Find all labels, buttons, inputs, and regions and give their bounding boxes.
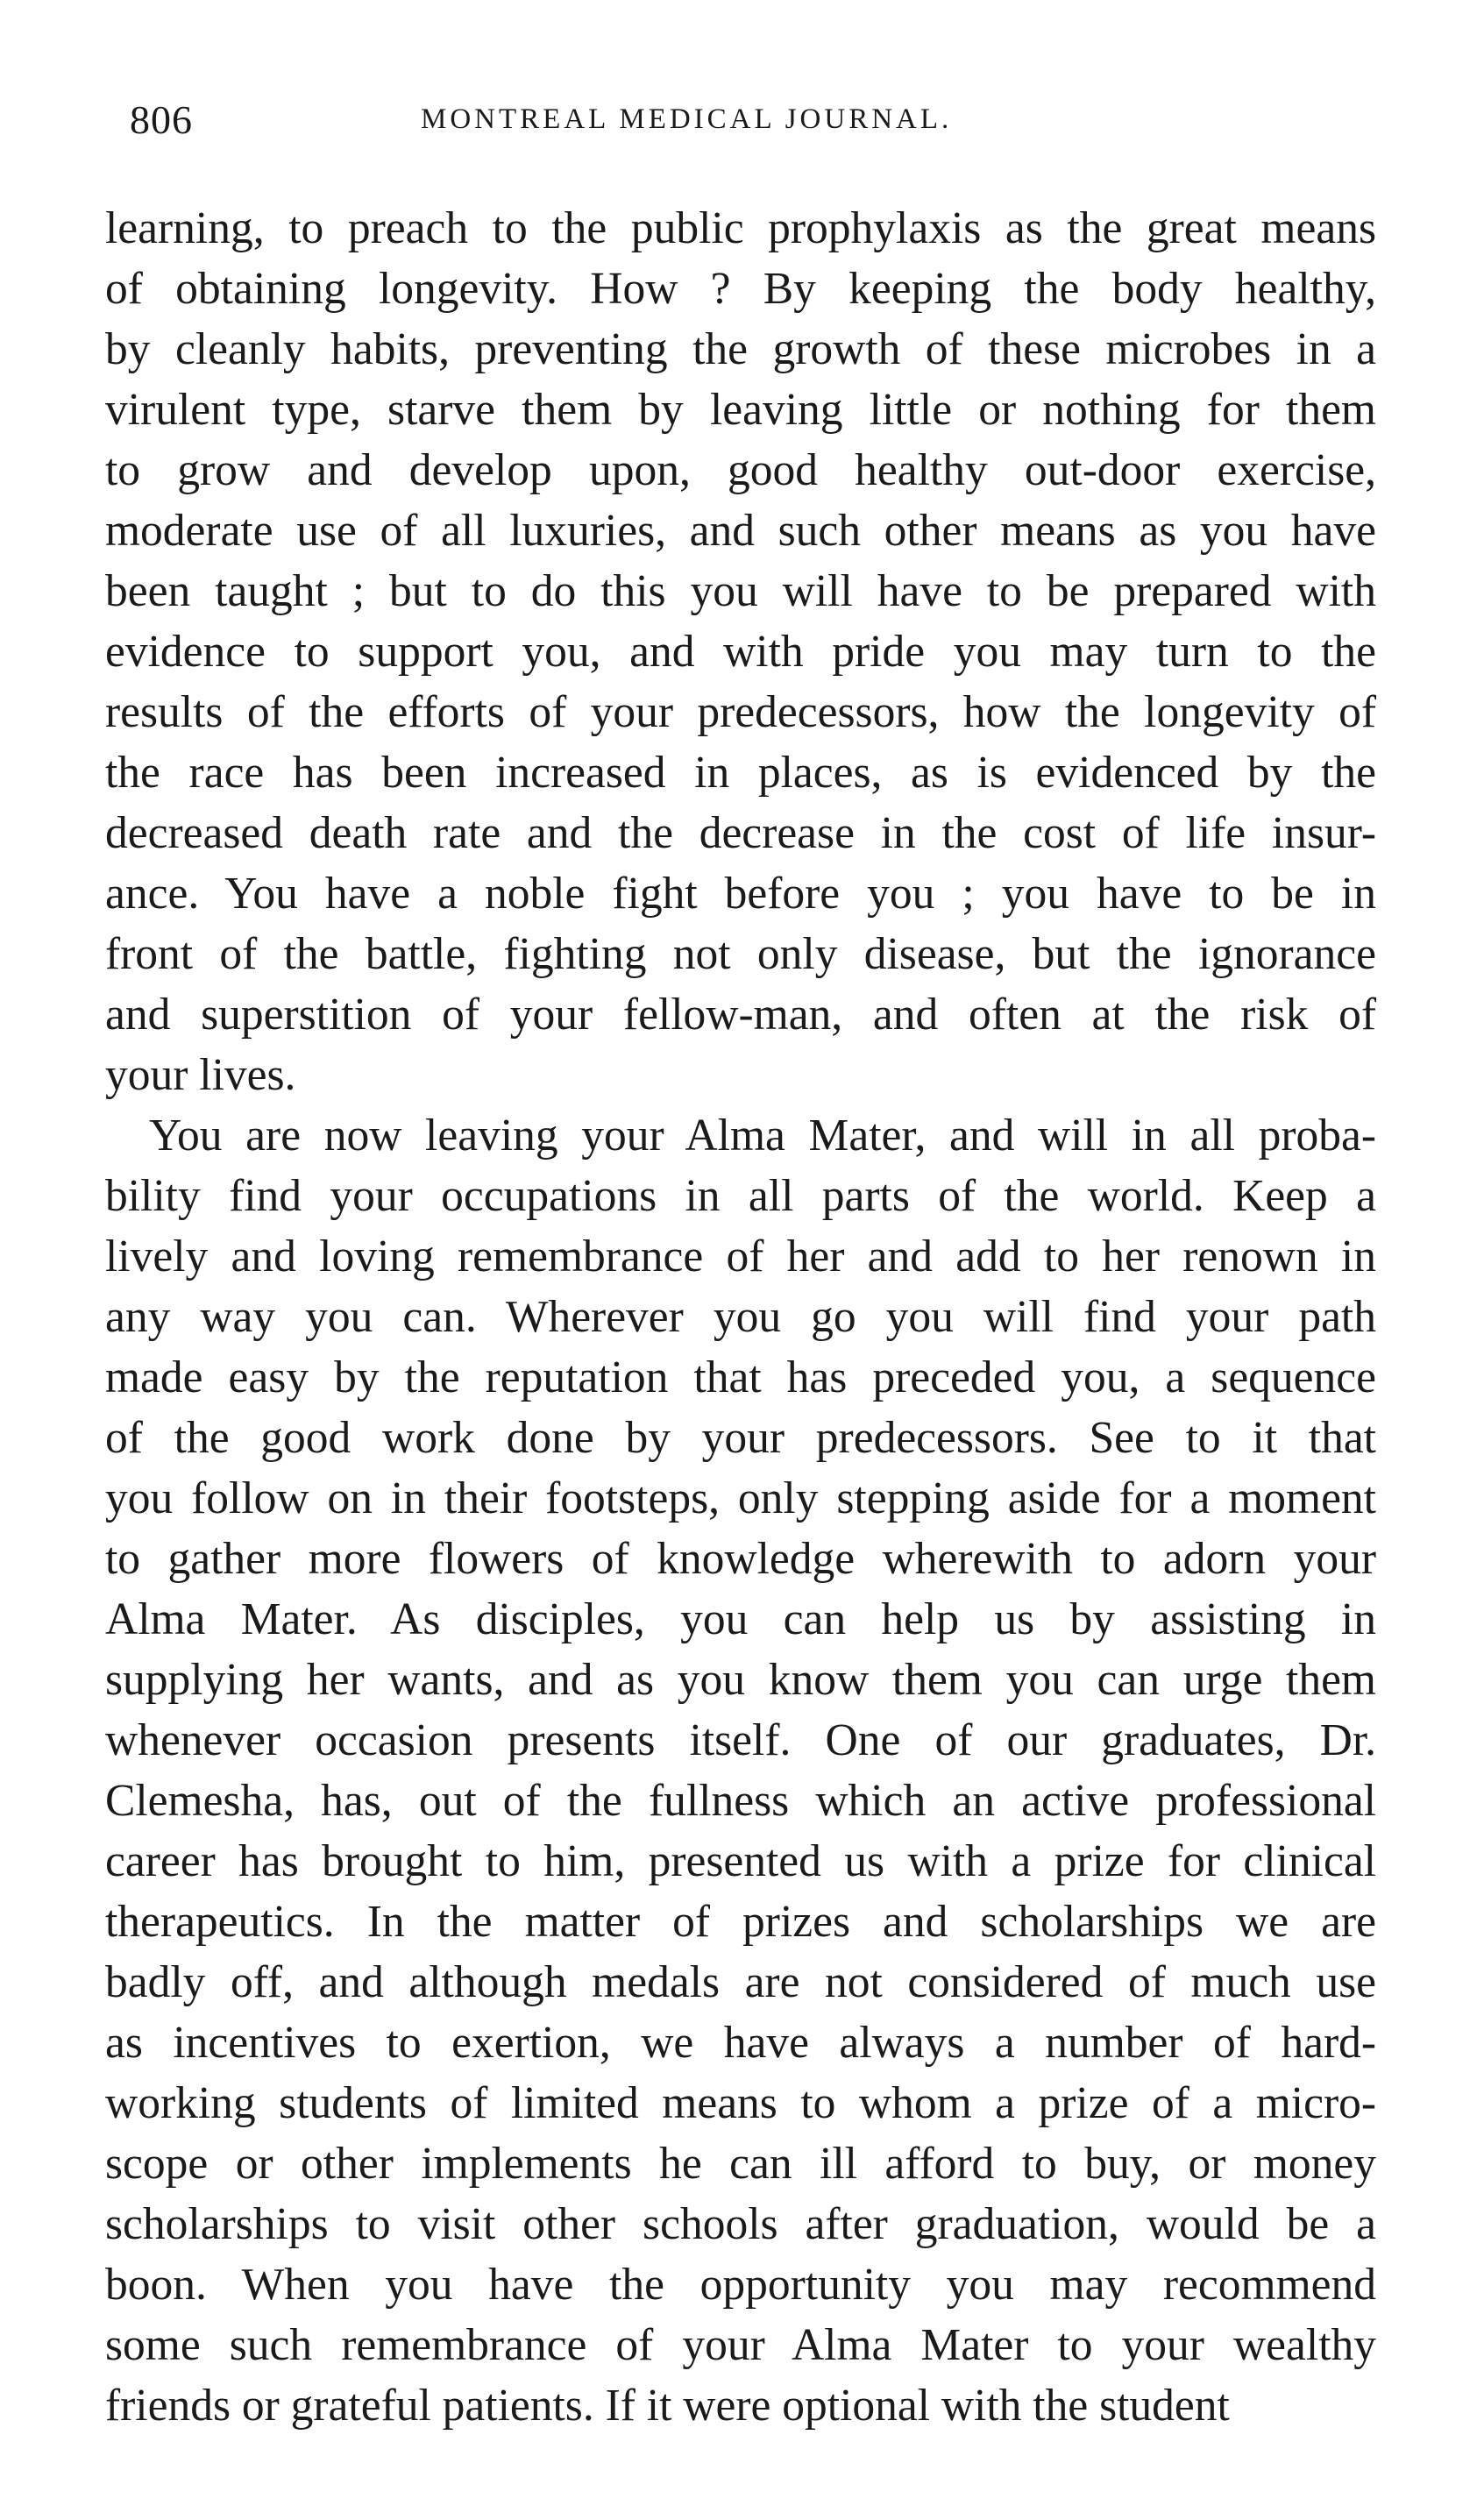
text-line: whenever occasion presents itself. One of our graduates, Dr. (105, 1715, 1376, 1765)
text-line: any way you can. Wherever you go you will find your path (105, 1292, 1376, 1342)
paragraph-prophylaxis (105, 198, 1376, 1105)
text-line: some such remembrance of your Alma Mater to your wealthy (105, 2320, 1376, 2370)
text-line: scope or other implements he can ill afford to buy, or money (105, 2139, 1376, 2189)
text-line: boon. When you have the opportunity you may recommend (105, 2260, 1376, 2310)
text-line: virulent type, starve them by leaving little or nothing for them (105, 385, 1376, 435)
text-line: been taught ; but to do this you will have to be prepared with (105, 566, 1376, 616)
text-line: badly off, and although medals are not considered of much use (105, 1957, 1376, 2007)
text-line: made easy by the reputation that has preceded you, a sequence (105, 1352, 1376, 1402)
text-line: learning, to preach to the public prophylaxis as the great means (105, 203, 1376, 253)
text-line: of the good work done by your predecessors. See to it that (105, 1413, 1376, 1463)
text-line: the race has been increased in places, as is evidenced by the (105, 748, 1376, 798)
text-line: of obtaining longevity. How ? By keeping the body healthy, (105, 264, 1376, 314)
text-line: as incentives to exertion, we have always a number of hard- (105, 2018, 1376, 2068)
paragraph-alma-mater (105, 1105, 1376, 2436)
text-line: by cleanly habits, preventing the growth of these microbes in a (105, 324, 1376, 374)
journal-title: MONTREAL MEDICAL JOURNAL. (421, 103, 953, 135)
text-line: therapeutics. In the matter of prizes and scholarships we are (105, 1897, 1376, 1947)
text-line: working students of limited means to whom a prize of a micro- (105, 2078, 1376, 2128)
document-page (105, 96, 1376, 2436)
page-number: 806 (130, 97, 193, 142)
text-line: bility find your occupations in all parts of the world. Keep a (105, 1171, 1376, 1221)
text-line: to grow and develop upon, good healthy out-door exercise, (105, 445, 1376, 495)
text-line: evidence to support you, and with pride you may turn to the (105, 627, 1376, 677)
text-line: Alma Mater. As disciples, you can help us by assisting in (105, 1594, 1376, 1644)
text-line: front of the battle, fighting not only disease, but the ignorance (105, 929, 1376, 979)
text-line: supplying her wants, and as you know them you can urge them (105, 1655, 1376, 1705)
text-line: career has brought to him, presented us with a prize for clinical (105, 1836, 1376, 1886)
text-line: your lives. (105, 1050, 296, 1100)
running-head (105, 96, 1376, 158)
text-line: friends or grateful patients. If it were optional with the student (105, 2381, 1230, 2431)
text-line: moderate use of all luxuries, and such other means as you have (105, 506, 1376, 556)
text-line: decreased death rate and the decrease in the cost of life insur- (105, 808, 1376, 858)
text-line: Clemesha, has, out of the fullness which an active professional (105, 1776, 1376, 1826)
text-line: results of the efforts of your predecessors, how the longevity of (105, 687, 1376, 737)
text-line: ance. You have a noble fight before you ; you have to be in (105, 869, 1376, 919)
text-line: lively and loving remembrance of her and add to her renown in (105, 1232, 1376, 1281)
text-line: scholarships to visit other schools after graduation, would be a (105, 2199, 1376, 2249)
text-line: You are now leaving your Alma Mater, and will in all proba- (149, 1111, 1376, 1161)
text-line: you follow on in their footsteps, only stepping aside for a moment (105, 1473, 1376, 1523)
text-line: and superstition of your fellow-man, and often at the risk of (105, 990, 1376, 1040)
text-line: to gather more flowers of knowledge wherewith to adorn your (105, 1534, 1376, 1584)
